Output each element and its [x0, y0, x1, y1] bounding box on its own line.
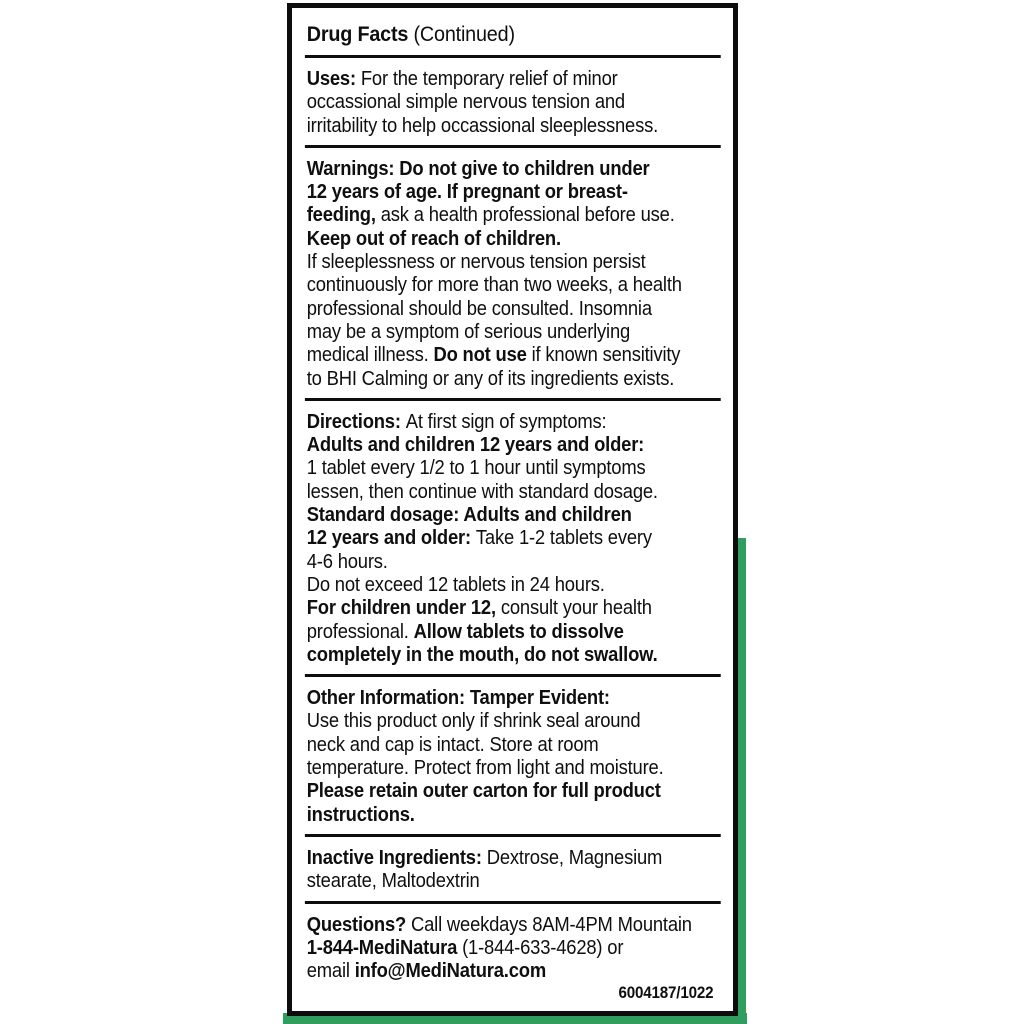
- text-segment: may be a symptom of serious underlying: [306, 320, 631, 343]
- text-segment: if known sensitivity: [526, 344, 681, 367]
- section-divider: [305, 145, 721, 148]
- text-segment: Other Information: Tamper Evident:: [306, 687, 610, 710]
- directions-line: [307, 621, 734, 644]
- warnings-line: [307, 321, 734, 344]
- text-segment: email: [306, 960, 355, 983]
- warnings-line: [307, 344, 734, 367]
- text-segment: Keep out of reach of children.: [306, 227, 561, 250]
- warnings-line: [307, 298, 734, 321]
- text-segment: Use this product only if shrink seal around: [306, 710, 641, 733]
- section-divider: [305, 674, 721, 677]
- text-segment: Uses:: [306, 68, 361, 90]
- other-information-line: [307, 687, 734, 710]
- uses-line: [307, 68, 734, 91]
- section-divider: [305, 55, 721, 58]
- panel-title-bold: Drug Facts: [306, 22, 409, 46]
- text-segment: info@MediNatura.com: [354, 960, 547, 983]
- section-divider: [305, 834, 721, 837]
- lot-code: 6004187/1022: [618, 984, 714, 1003]
- drug-facts-content: [292, 8, 734, 1003]
- section-warnings: [307, 158, 734, 391]
- text-segment: Allow tablets to dissolve: [413, 620, 624, 643]
- text-segment: Please retain outer carton for full product: [306, 780, 661, 803]
- text-segment: feeding,: [306, 204, 376, 227]
- section-inactive-ingredients: [307, 847, 734, 894]
- other-information-line: [307, 804, 734, 827]
- warnings-line: [307, 181, 734, 204]
- uses-line: [307, 115, 734, 138]
- questions-line: [307, 960, 734, 983]
- text-segment: to BHI Calming or any of its ingredients exists.: [306, 367, 675, 390]
- text-segment: (1-844-633-4628) or: [457, 936, 624, 959]
- directions-line: [307, 574, 734, 597]
- text-segment: At first sign of symptoms:: [405, 410, 607, 433]
- section-directions: [307, 411, 734, 667]
- directions-line: [307, 644, 734, 667]
- text-segment: instructions.: [306, 803, 415, 826]
- text-segment: For children under 12,: [306, 597, 501, 620]
- text-segment: 4-6 hours.: [306, 550, 388, 573]
- text-segment: professional should be consulted. Insomnia: [306, 297, 652, 320]
- text-segment: 1-844-MediNatura: [306, 936, 458, 959]
- directions-line: [307, 597, 734, 620]
- inactive-ingredients-line: [307, 847, 734, 870]
- text-segment: For the temporary relief of minor: [360, 68, 618, 90]
- text-segment: If sleeplessness or nervous tension persist: [306, 251, 646, 274]
- directions-line: [307, 481, 734, 504]
- directions-line: [307, 504, 734, 527]
- warnings-line: [307, 274, 734, 297]
- text-segment: consult your health: [500, 597, 652, 620]
- questions-line: [307, 914, 734, 937]
- text-segment: temperature. Protect from light and moisture.: [306, 757, 664, 780]
- text-segment: ask a health professional before use.: [375, 204, 675, 227]
- section-other-information: [307, 687, 734, 827]
- directions-line: [307, 434, 734, 457]
- text-segment: 1 tablet every 1/2 to 1 hour until symptoms: [306, 457, 646, 480]
- text-segment: Standard dosage: Adults and children: [306, 504, 632, 527]
- section-questions: [307, 914, 734, 984]
- text-segment: Warnings: Do not give to children under: [306, 157, 650, 180]
- text-segment: Do not use: [433, 344, 527, 367]
- warnings-line: [307, 158, 734, 181]
- text-segment: Take 1-2 tablets every: [475, 527, 652, 550]
- text-segment: Inactive Ingredients:: [306, 846, 487, 869]
- warnings-line: [307, 368, 734, 391]
- text-segment: 12 years of age. If pregnant or breast-: [306, 181, 628, 204]
- text-segment: Adults and children 12 years and older:: [306, 434, 645, 457]
- inactive-ingredients-line: [307, 870, 734, 893]
- warnings-line: [307, 228, 734, 251]
- text-segment: occassional simple nervous tension and: [306, 91, 625, 114]
- other-information-line: [307, 710, 734, 733]
- text-segment: lessen, then continue with standard dosage.: [306, 480, 658, 503]
- text-segment: medical illness.: [306, 344, 434, 367]
- text-segment: stearate, Maltodextrin: [306, 870, 480, 893]
- text-segment: Questions?: [306, 913, 412, 936]
- warnings-line: [307, 251, 734, 274]
- section-uses: [307, 68, 734, 138]
- text-segment: Dextrose, Magnesium: [486, 846, 663, 869]
- other-information-line: [307, 734, 734, 757]
- uses-line: [307, 91, 734, 114]
- section-divider: [305, 901, 721, 904]
- text-segment: professional.: [306, 620, 414, 643]
- other-information-line: [307, 780, 734, 803]
- text-segment: Directions:: [306, 410, 406, 433]
- text-segment: irritability to help occassional sleeplessness.: [306, 114, 659, 137]
- directions-line: [307, 527, 734, 550]
- text-segment: Call weekdays 8AM-4PM Mountain: [411, 913, 692, 936]
- text-segment: completely in the mouth, do not swallow.: [306, 643, 658, 666]
- panel-title-continued: (Continued): [408, 22, 515, 46]
- directions-line: [307, 457, 734, 480]
- other-information-line: [307, 757, 734, 780]
- questions-line: [307, 937, 734, 960]
- text-segment: Do not exceed 12 tablets in 24 hours.: [306, 573, 605, 596]
- directions-line: [307, 411, 734, 434]
- drug-facts-panel: [287, 3, 738, 1016]
- text-segment: 12 years and older:: [306, 527, 476, 550]
- warnings-line: [307, 204, 734, 227]
- text-segment: continuously for more than two weeks, a health: [306, 274, 682, 297]
- text-segment: neck and cap is intact. Store at room: [306, 733, 599, 756]
- directions-line: [307, 551, 734, 574]
- section-divider: [305, 398, 721, 401]
- panel-title: [307, 20, 734, 48]
